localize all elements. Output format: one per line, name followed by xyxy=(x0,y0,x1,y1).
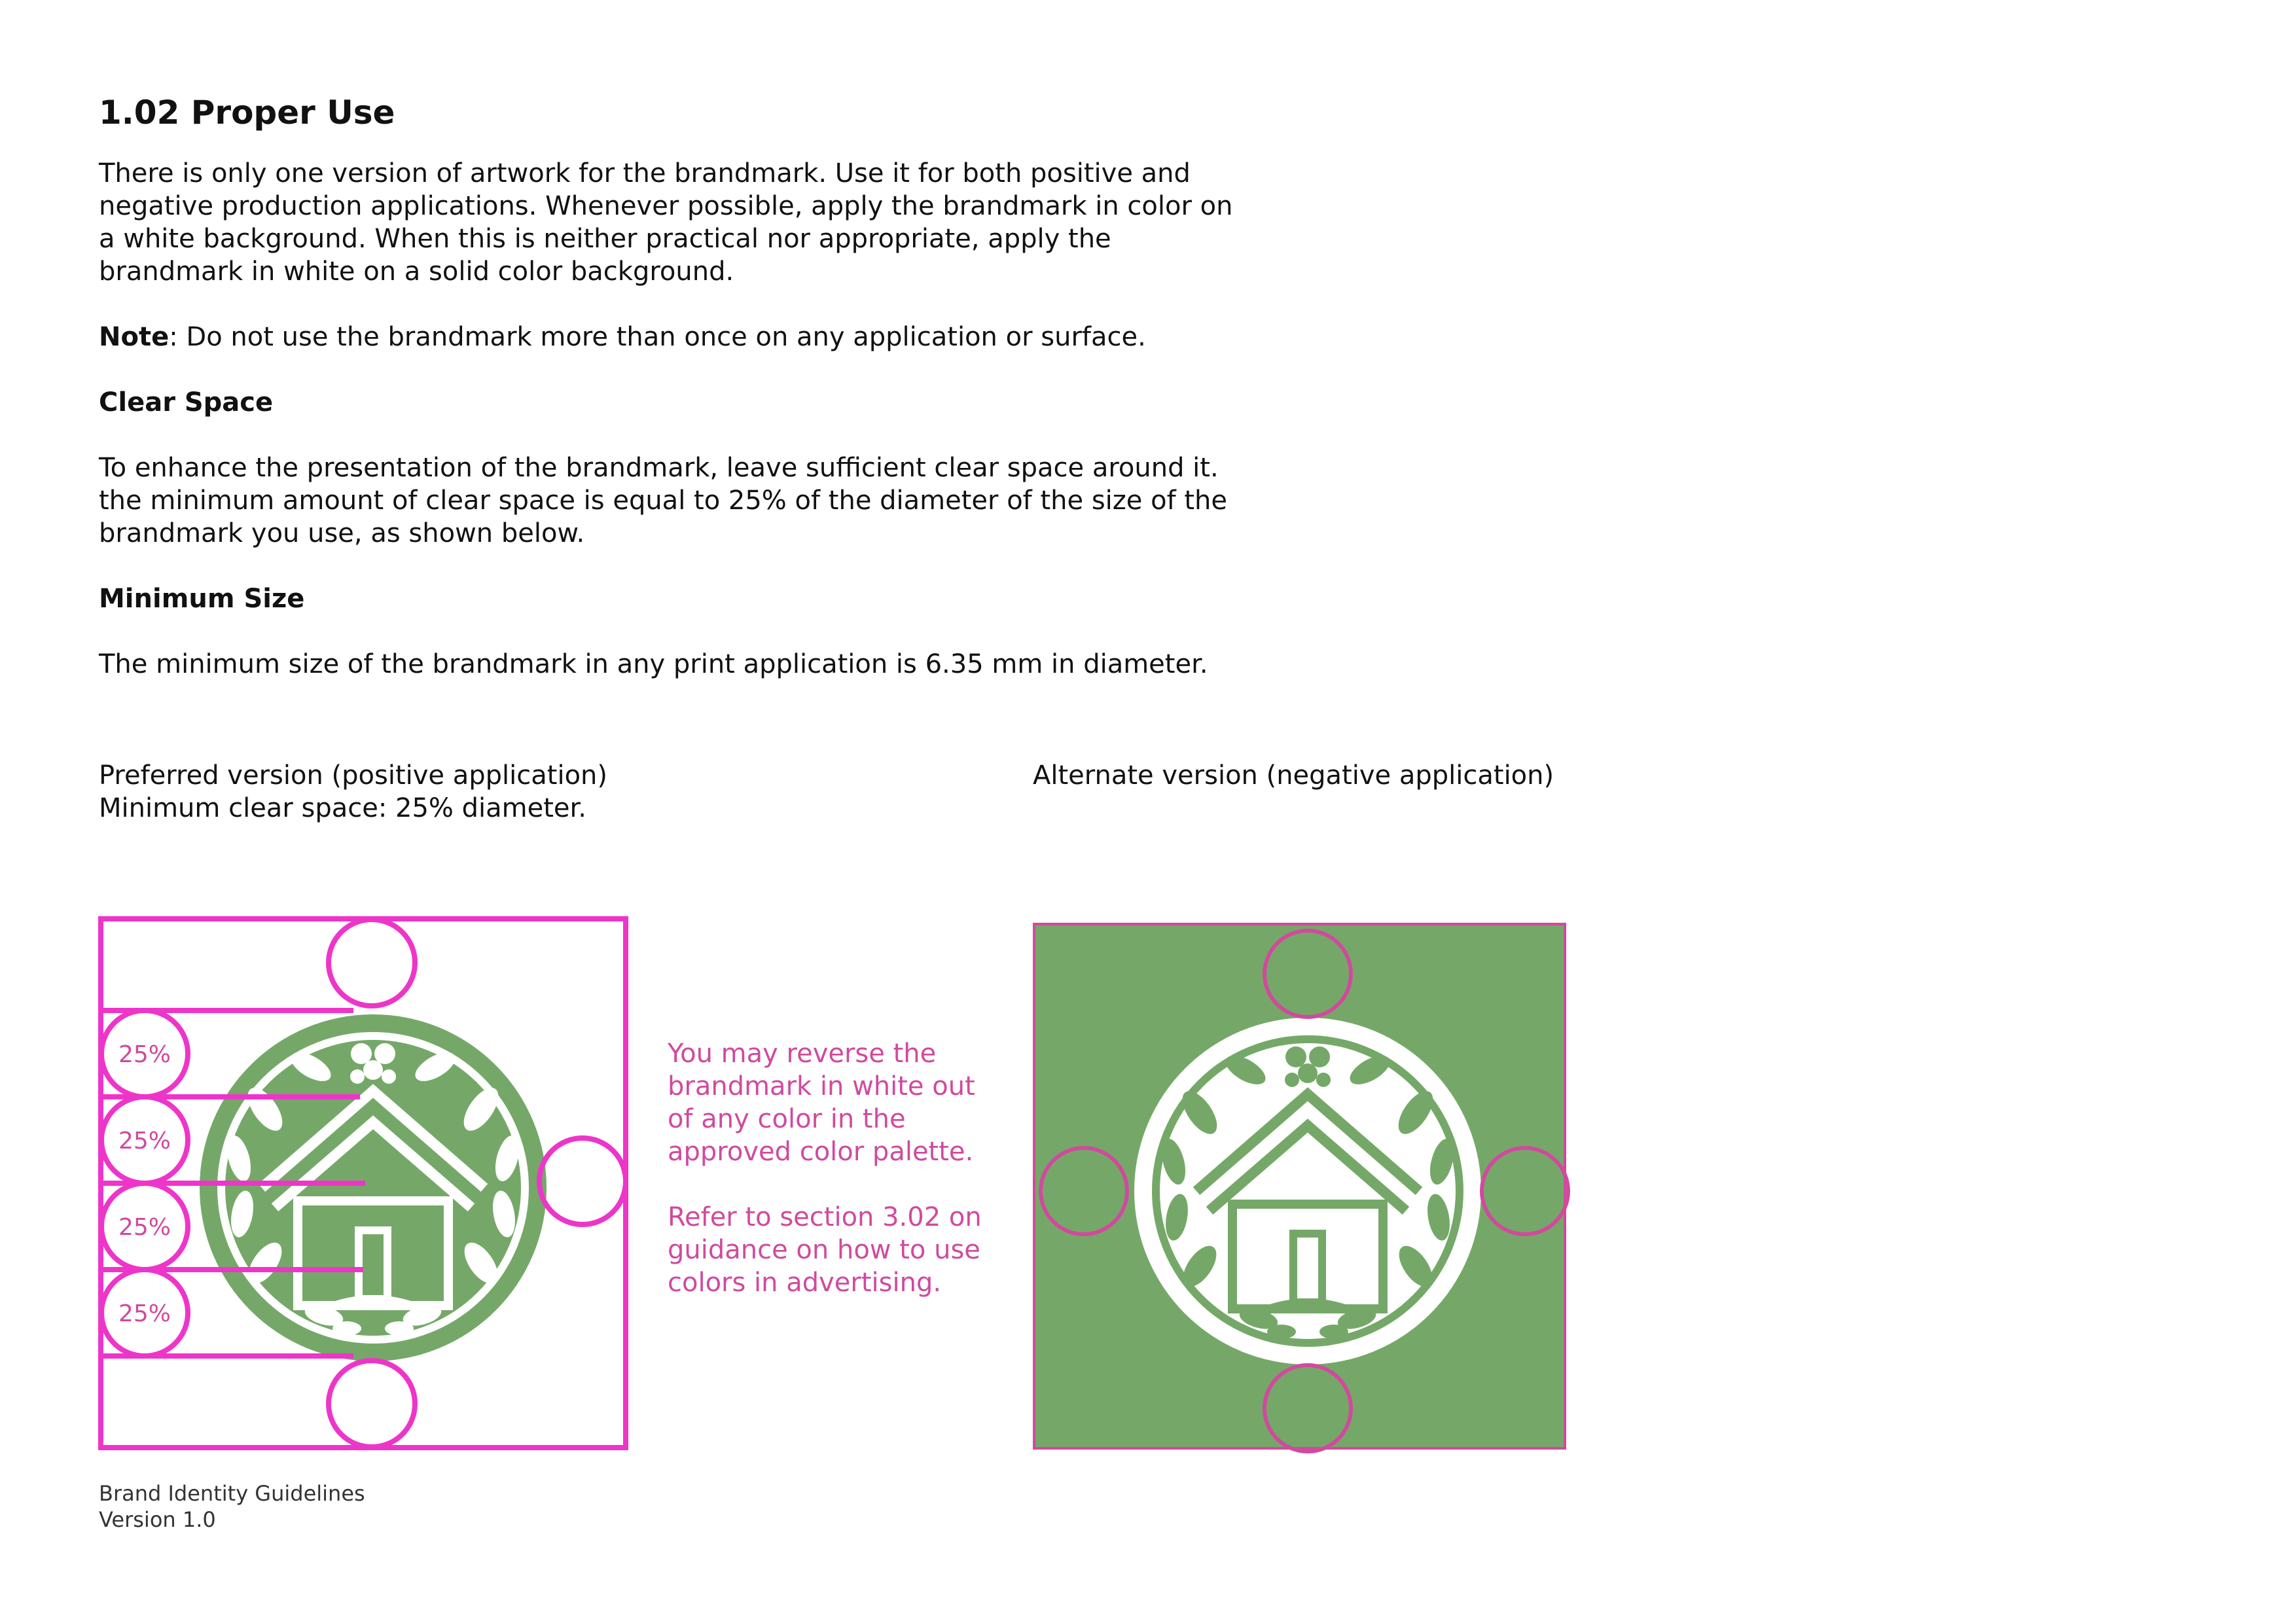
positive-caption xyxy=(99,759,607,825)
clear-space-circle-top xyxy=(329,919,415,1006)
minimum-size-paragraph: The minimum size of the brandmark in any print application is 6.35 mm in diameter. xyxy=(99,649,1208,679)
footer xyxy=(99,1480,365,1533)
footer-title: Brand Identity Guidelines xyxy=(99,1481,365,1506)
clear-space-paragraph: To enhance the presentation of the brandmark, leave sufficient clear space around it. the minimum amount of clear space is equal to 25% of the diameter of the size of the brandmark you use, as shown below. xyxy=(99,453,1228,548)
segment-label-3: 25% xyxy=(118,1214,171,1241)
reverse-note-2: Refer to section 3.02 on guidance on how to use colors in advertising. xyxy=(668,1202,982,1298)
note-label: Note xyxy=(99,322,170,352)
positive-caption-line2: Minimum clear space: 25% diameter. xyxy=(99,793,586,823)
intro-paragraph: There is only one version of artwork for the brandmark. Use it for both positive and negative production applications. Whenever possible, apply the brandmark in color on a white background. When this is neither practical nor appropriate, apply the brandmark in white on a solid color background. xyxy=(99,158,1233,287)
segment-label-2: 25% xyxy=(118,1128,171,1154)
page-title: 1.02 Proper Use xyxy=(99,94,395,132)
positive-caption-line1: Preferred version (positive application) xyxy=(99,760,607,791)
clear-space-circle-bottom xyxy=(329,1361,415,1447)
clear-space-circle-right xyxy=(539,1138,626,1224)
clear-space-guides xyxy=(101,919,626,1448)
negative-clear-space-diagram xyxy=(1033,923,1566,1450)
clear-space-heading: Clear Space xyxy=(99,387,274,418)
footer-version: Version 1.0 xyxy=(99,1507,216,1532)
note-text: : Do not use the brandmark more than once on any application or surface. xyxy=(169,322,1146,352)
positive-clear-space-diagram xyxy=(98,916,628,1450)
negative-brandmark xyxy=(1134,1018,1481,1364)
reverse-usage-note xyxy=(668,1037,1008,1299)
reverse-note-1: You may reverse the brandmark in white out of any color in the approved color palette. xyxy=(668,1039,975,1167)
minimum-size-heading: Minimum Size xyxy=(99,584,305,614)
positive-brandmark xyxy=(200,1014,547,1361)
negative-caption: Alternate version (negative application) xyxy=(1033,760,1554,791)
segment-label-1: 25% xyxy=(118,1041,171,1068)
segment-label-4: 25% xyxy=(118,1300,171,1327)
note-paragraph xyxy=(99,321,1251,353)
